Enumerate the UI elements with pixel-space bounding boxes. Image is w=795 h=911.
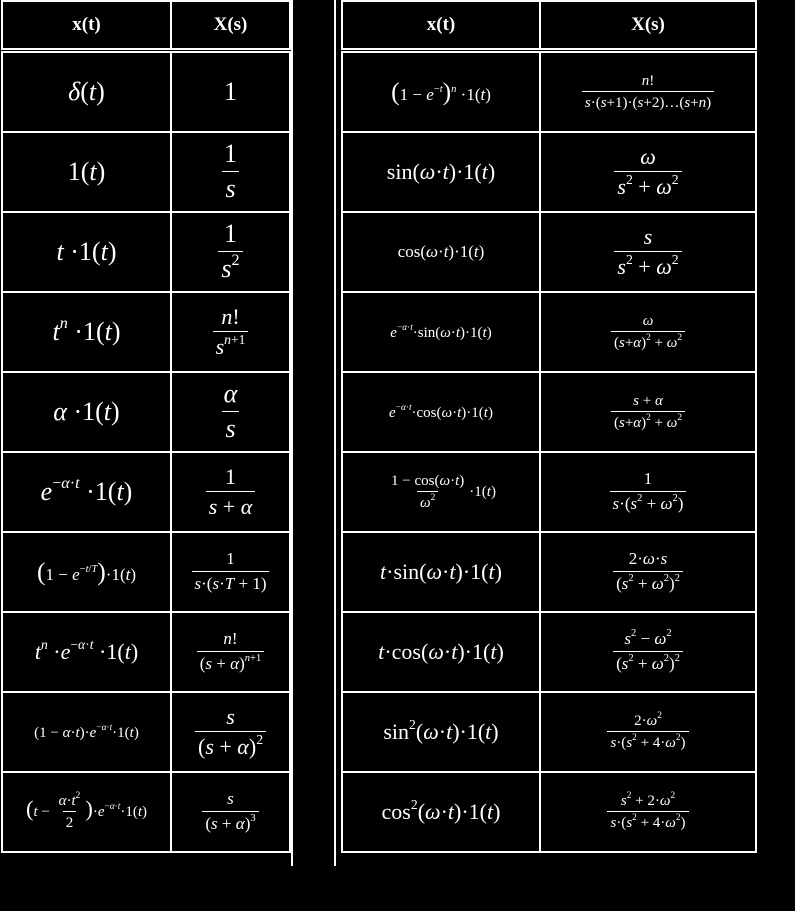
time-function: $\frac{1 - \cos(\omega\cdot t)}{\omega^2}$ ·1(t) — [342, 452, 540, 532]
time-function: t ·1(t) — [2, 212, 171, 292]
laplace-transform: 1 — [171, 51, 290, 133]
time-function: $(1 - e^{-t})^n \cdot 1(t)$ — [342, 51, 540, 133]
time-function: $(1 - \alpha\cdot t)\cdot e^{-\alpha\cdot t}\cdot 1(t)$ — [2, 692, 171, 772]
laplace-transform: $\frac{2\cdot\omega^2}{s\cdot(s^2 + 4\cdot\omega^2)}$ — [540, 692, 756, 772]
time-function: sin(ω·t)·1(t) — [342, 132, 540, 212]
laplace-transform: $\frac{1}{s^2}$ — [171, 212, 290, 292]
header-xt-right: x(t) — [342, 1, 540, 51]
table-row — [2, 772, 290, 852]
laplace-transform: $\frac{1}{s\cdot(s\cdot T + 1)}$ — [171, 532, 290, 612]
table-row — [342, 532, 756, 612]
table-row — [342, 372, 756, 452]
table-row — [2, 132, 290, 212]
table-row — [2, 51, 290, 133]
time-function: $e^{-\alpha\cdot t} \cdot 1(t)$ — [2, 452, 171, 532]
laplace-transform: $\frac{2\cdot\omega\cdot s}{(s^2 + \omega^2)^2}$ — [540, 532, 756, 612]
time-function: 1(t) — [2, 132, 171, 212]
laplace-transform: $\frac{\omega}{s^2 + \omega^2}$ — [540, 132, 756, 212]
laplace-transform: $\frac{1}{s + \alpha}$ — [171, 452, 290, 532]
column-divider — [334, 0, 336, 866]
header-xs-right: X(s) — [540, 1, 756, 51]
laplace-transform: $\frac{\alpha}{s}$ — [171, 372, 290, 452]
time-function: $t^n \cdot 1(t)$ — [2, 292, 171, 372]
table-row — [342, 452, 756, 532]
table-row — [342, 772, 756, 852]
time-function: cos(ω·t)·1(t) — [342, 212, 540, 292]
time-function: α ·1(t) — [2, 372, 171, 452]
laplace-transform: $\frac{s + \alpha}{(s+\alpha)^2 + \omega^2}$ — [540, 372, 756, 452]
table-row — [2, 612, 290, 692]
laplace-transform: $\frac{n!}{s^{n+1}}$ — [171, 292, 290, 372]
left-transform-table — [1, 0, 291, 853]
time-function: $\cos^2(\omega\cdot t)\cdot 1(t)$ — [342, 772, 540, 852]
laplace-transform: $\frac{n!}{s\cdot(s+1)\cdot(s+2)\dots(s+n)}$ — [540, 51, 756, 133]
laplace-transform: $\frac{s}{(s + \alpha)^2}$ — [171, 692, 290, 772]
table-row — [342, 51, 756, 133]
table-row — [2, 212, 290, 292]
table-row — [342, 612, 756, 692]
laplace-transform: $\frac{1}{s}$ — [171, 132, 290, 212]
time-function: $e^{-\alpha\cdot t}\cdot\sin(\omega\cdot t)\cdot 1(t)$ — [342, 292, 540, 372]
table-row — [2, 532, 290, 612]
table-row — [2, 452, 290, 532]
time-function: $(1 - e^{-t/T})\cdot 1(t)$ — [2, 532, 171, 612]
laplace-transform: $\frac{n!}{(s + \alpha)^{n+1}}$ — [171, 612, 290, 692]
table-row — [342, 692, 756, 772]
laplace-transform: $\frac{s^2 + 2\cdot\omega^2}{s\cdot(s^2 + 4\cdot\omega^2)}$ — [540, 772, 756, 852]
time-function: (t − $\frac{\alpha\cdot t^2}{2}$ )$\cdot e^{-\alpha\cdot t}\cdot 1(t)$ — [2, 772, 171, 852]
table-row — [2, 692, 290, 772]
time-function: $e^{-\alpha\cdot t}\cdot\cos(\omega\cdot t)\cdot 1(t)$ — [342, 372, 540, 452]
table-row — [2, 292, 290, 372]
header-xt-left: x(t) — [2, 1, 171, 51]
time-function: $t^n \cdot e^{-\alpha\cdot t} \cdot 1(t)$ — [2, 612, 171, 692]
table-row — [342, 132, 756, 212]
column-divider — [291, 0, 293, 866]
laplace-transform: $\frac{\omega}{(s+\alpha)^2 + \omega^2}$ — [540, 292, 756, 372]
laplace-transform: $\frac{s}{(s + \alpha)^3}$ — [171, 772, 290, 852]
time-function: δ(t) — [2, 51, 171, 133]
laplace-transform: $\frac{s^2 - \omega^2}{(s^2 + \omega^2)^2}$ — [540, 612, 756, 692]
time-function: $\sin^2(\omega\cdot t)\cdot 1(t)$ — [342, 692, 540, 772]
table-row — [342, 212, 756, 292]
table-row — [2, 372, 290, 452]
time-function: t·sin(ω·t)·1(t) — [342, 532, 540, 612]
laplace-transform: $\frac{s}{s^2 + \omega^2}$ — [540, 212, 756, 292]
table-row — [342, 292, 756, 372]
time-function: t·cos(ω·t)·1(t) — [342, 612, 540, 692]
header-xs-left: X(s) — [171, 1, 290, 51]
laplace-transform: $\frac{1}{s\cdot(s^2 + \omega^2)}$ — [540, 452, 756, 532]
right-transform-table — [341, 0, 757, 853]
